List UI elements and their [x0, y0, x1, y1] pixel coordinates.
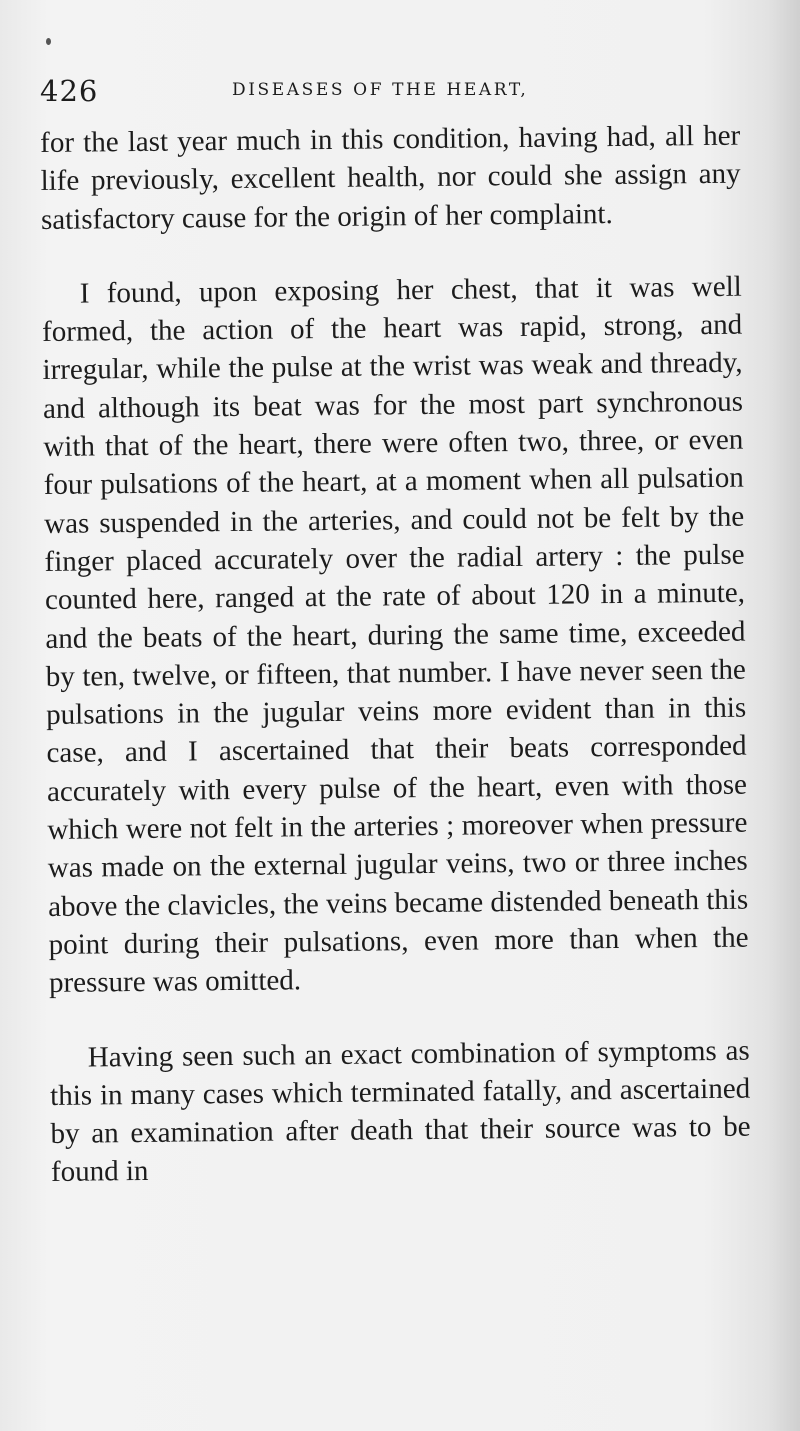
running-head — [40, 74, 740, 108]
paragraph-examination: I found, upon exposing her chest, that it was well formed, the action of the heart was rapid, strong, and irregular, while the pulse at the wrist was weak and thready, and although its beat was for the most part synchronous with that of the heart, there were often two, three, or even four pulsations of the heart, at a moment when all pulsation was suspended in the arteries, and could not be felt by the finger placed accurately over the radial artery : the pulse counted here, ranged at the rate of about 120 in a minute, and the beats of the heart, during the same time, exceeded by ten, twelve, or fifteen, that number. I have never seen the pulsations in the jugular veins more evident than in this case, and I ascertained that their beats corresponded accurately with every pulse of the heart, even with those which were not felt in the arteries ; moreover when pressure was made on the external jugular veins, two or three inches above the clavicles, the veins became distended beneath this point during their pulsations, even more than when the pressure was omitted. — [42, 270, 749, 1000]
paragraph-conclusion: Having seen such an exact combination of symptoms as this in many cases which terminated fatally, and ascertained by an examination after death that their source was to be found in — [50, 1034, 751, 1189]
body-text — [40, 117, 751, 1192]
ink-speck — [46, 38, 51, 45]
running-title: DISEASES OF THE HEART, — [232, 80, 529, 100]
paragraph-continuation: for the last year much in this condition, having had, all her life previously, excellent health, nor could she assign any satisfactory cause for the origin of her complaint. — [40, 119, 741, 236]
page-number: 426 — [40, 74, 99, 108]
